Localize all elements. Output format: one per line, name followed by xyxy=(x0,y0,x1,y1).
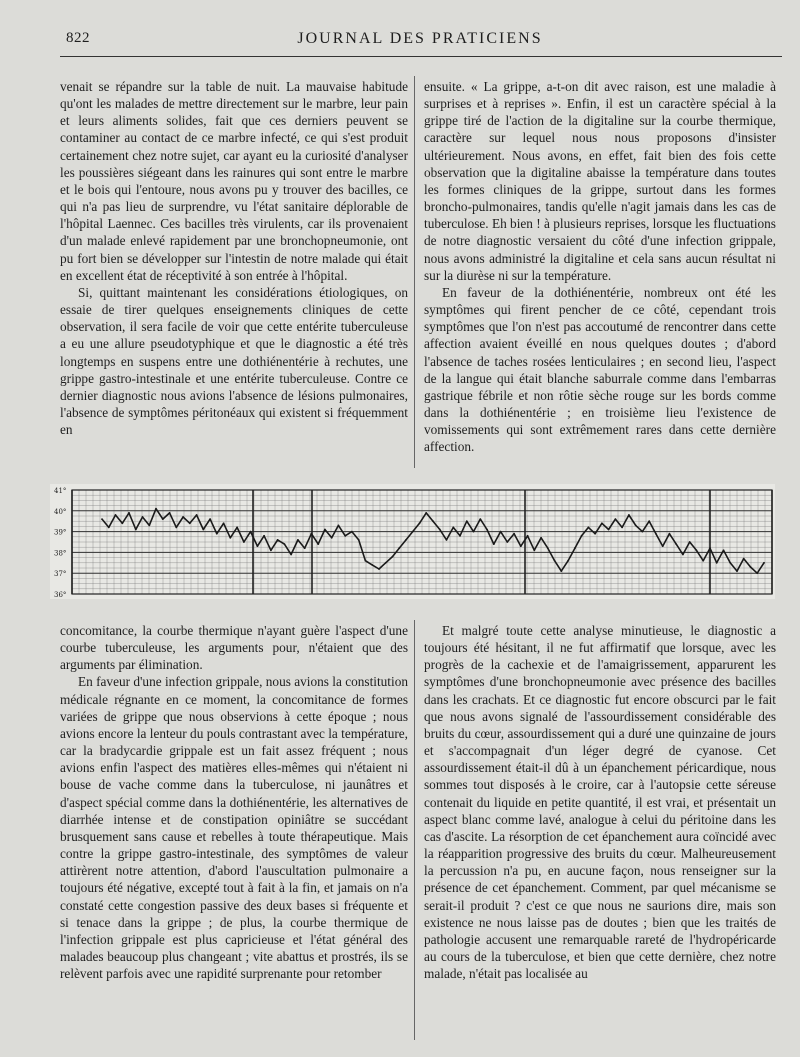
y-tick-label: 39° xyxy=(54,528,67,537)
temperature-point xyxy=(432,520,434,522)
temperature-point xyxy=(756,572,758,574)
running-title: JOURNAL DES PRATICIENS xyxy=(297,30,543,47)
temperature-point xyxy=(567,560,569,562)
temperature-point xyxy=(263,535,265,537)
temperature-point xyxy=(750,566,752,568)
temperature-chart xyxy=(50,484,775,599)
temperature-point xyxy=(365,560,367,562)
temperature-point xyxy=(500,531,502,533)
temperature-point xyxy=(115,514,117,516)
temperature-point xyxy=(466,520,468,522)
temperature-point xyxy=(723,549,725,551)
temperature-point xyxy=(452,527,454,529)
temperature-point xyxy=(506,541,508,543)
paragraph: En faveur de la dothiénentérie, nombreux ont été les symptômes qui firent pencher de ce côté, cependant trois symptômes que l'on n'est pas accoutumé de rencontrer dans cette affection avaient éveillé en nous quelques doutes ; d'abord l'absence de taches rosées lenticulaires ; en second lieu, l'aspect de la langue qui était blanche saburrale comme dans l'embarras gastrique fébrile et non rôtie sèche rouge sur les bords comme dans la dothiénentérie ; en troisième lieu l'existence de vomissements qui sont extrêmement rares dans cette dernière affection. xyxy=(424,284,776,455)
temperature-point xyxy=(642,531,644,533)
text-column-right-top xyxy=(424,78,776,455)
temperature-point xyxy=(628,514,630,516)
temperature-point xyxy=(493,543,495,545)
temperature-point xyxy=(351,531,353,533)
temperature-point xyxy=(331,537,333,539)
temperature-point xyxy=(709,547,711,549)
temperature-point xyxy=(662,545,664,547)
temperature-point xyxy=(716,562,718,564)
temperature-point xyxy=(608,529,610,531)
column-divider-bottom xyxy=(414,620,415,1040)
temperature-point xyxy=(202,529,204,531)
temperature-point xyxy=(317,543,319,545)
text-column-left-top xyxy=(60,78,408,438)
temperature-point xyxy=(277,539,279,541)
temperature-point xyxy=(338,525,340,527)
y-tick-label: 38° xyxy=(54,549,67,558)
text-column-left-bottom xyxy=(60,622,408,982)
temperature-point xyxy=(459,535,461,537)
page-header xyxy=(60,26,780,52)
temperature-point xyxy=(513,533,515,535)
temperature-point xyxy=(446,539,448,541)
temperature-point xyxy=(419,522,421,524)
temperature-point xyxy=(229,537,231,539)
temperature-point xyxy=(155,508,157,510)
temperature-point xyxy=(148,525,150,527)
temperature-point xyxy=(763,562,765,564)
paragraph: ensuite. « La grippe, a-t-on dit avec raison, est une maladie à surprises et à reprises ». Enfin, il est un caractère spécial à la grippe tiré de l'action de la digitaline sur la courbe thermique, caractère sur lequel nous nous proposons d'insister ultérieurement. Nous avons, en effet, fait bien des fois cette observation que la digitaline abaisse la température dans toutes les formes cliniques de la grippe, surtout dans les formes broncho-pulmonaires, tandis qu'elle n'agit jamais dans les cas de tuberculose. Eh bien ! à plusieurs reprises, lorsque les fluctuations de notre diagnostic versaient du côté d'une infection grippale, nous avons administré la digitaline et cela sans aucun résultat ni sur la diurèse ni sur la température. xyxy=(424,79,776,283)
page-number: 822 xyxy=(66,30,90,46)
temperature-point xyxy=(398,547,400,549)
temperature-point xyxy=(682,554,684,556)
temperature-point xyxy=(371,564,373,566)
temperature-point xyxy=(128,512,130,514)
temperature-point xyxy=(486,529,488,531)
temperature-point xyxy=(540,537,542,539)
temperature-point xyxy=(560,570,562,572)
temperature-point xyxy=(196,514,198,516)
temperature-point xyxy=(439,529,441,531)
temperature-point xyxy=(412,531,414,533)
temperature-point xyxy=(594,533,596,535)
y-tick-label: 40° xyxy=(54,507,67,516)
paragraph: concomitance, la courbe thermique n'ayant guère l'aspect d'une courbe tuberculeuse, les arguments pour, n'étaient que des arguments par élimination. xyxy=(60,623,408,673)
temperature-point xyxy=(392,556,394,558)
temperature-point xyxy=(520,545,522,547)
temperature-point xyxy=(358,539,360,541)
temperature-point xyxy=(270,549,272,551)
temperature-point xyxy=(169,512,171,514)
temperature-point xyxy=(175,527,177,529)
temperature-point xyxy=(621,527,623,529)
temperature-point xyxy=(297,539,299,541)
temperature-point xyxy=(601,522,603,524)
temperature-point xyxy=(378,568,380,570)
y-tick-label: 37° xyxy=(54,570,67,579)
temperature-point xyxy=(655,533,657,535)
temperature-point xyxy=(216,533,218,535)
y-tick-label: 41° xyxy=(54,487,67,495)
temperature-point xyxy=(243,541,245,543)
temperature-point xyxy=(689,541,691,543)
temperature-point xyxy=(344,535,346,537)
paragraph: Et malgré toute cette analyse minutieuse, le diagnostic a toujours été hésitant, il ne fut affirmatif que lorsque, avec les progrès de la cachexie et de l'amaigrissement, apparurent les symptômes d'une bronchopneumonie avec présence des bacilles dans les crachats. Et ce diagnostic fut encore obscurci par le fait que nous avons signalé de l'assourdissement considérable des bruits du cœur, assourdissement qui a duré une quinzaine de jours et s'accompagnait d'un léger degré de cyanose. Cet assourdissement était-il dû à un épanchement péricardique, nous sommes tout disposés à le croire, car à l'autopsie cette séreuse contenait du liquide en petite quantité, il est vrai, et présentait un aspect blanc comme lavé, analogue à celui du péritoine dans les cas d'ascite. La résorption de cet épanchement aura coïncidé avec la réapparition progressive des bruits du cœur. Malheureusement la percussion n'a pu, en aucune façon, nous renseigner sur la présence de cet épanchement. Comment, par quel mécanisme se serait-il produit ? c'est ce que nous ne saurions dire, mais son existence ne nous laisse pas de doutes ; bien que les traités de pathologie accusent une remarquable rareté de l'hydropéricarde au cours de la tuberculose, et bien que cette dernière, chez notre malade, n'était pas localisée au xyxy=(424,623,776,982)
temperature-point xyxy=(615,518,617,520)
temperature-point xyxy=(527,535,529,537)
temperature-point xyxy=(547,547,549,549)
temperature-point xyxy=(223,522,225,524)
temperature-point xyxy=(135,529,137,531)
temperature-point xyxy=(736,570,738,572)
temperature-point xyxy=(588,527,590,529)
paragraph: En faveur d'une infection grippale, nous avions la constitution médicale régnante en ce moment, la concomitance de formes variées de grippe que nous observions à cette époque ; nous avions encore la lenteur du pouls contrastant avec la température, car la bradycardie grippale est un fait assez fréquent ; nous avions enfin l'aspect des matières elles-mêmes qui n'étaient ni bouse de vache comme dans la tuberculose, ni jaunâtres et d'aspect spécial comme dans la dothiénentérie, les alternatives de diarrhée intense et de constipation opiniâtre se succédant brusquement sans cause et rebelles à toute thérapeutique. Mais contre la grippe gastro-intestinale, des symptômes de valeur attirèrent notre attention, d'abord l'auscultation pulmonaire a toujours été négative, excepté tout à fait à la fin, et jamais on n'a constaté cette congestion passive des deux bases si fréquente et si tenace dans la grippe ; de plus, la courbe thermique de l'infection grippale est plus capricieuse et l'état général des malades beaucoup plus changeant ; vite abattus et prostrés, ils se relèvent parfois avec une rapidité surprenante pour retomber xyxy=(60,674,408,982)
y-tick-label: 36° xyxy=(54,591,67,599)
temperature-point xyxy=(324,529,326,531)
temperature-point xyxy=(554,560,556,562)
temperature-chart-svg xyxy=(50,484,775,599)
temperature-point xyxy=(101,518,103,520)
temperature-point xyxy=(209,518,211,520)
temperature-point xyxy=(675,543,677,545)
header-rule xyxy=(60,56,782,57)
text-column-right-bottom xyxy=(424,622,776,982)
temperature-point xyxy=(743,558,745,560)
paragraph: Si, quittant maintenant les considérations étiologiques, on essaie de tirer quelques enseignements cliniques de cette observation, il sera facile de voir que cette entérite tuberculeuse a eu une allure pseudotyphique et que le diagnostic a été très longtemps en suspens entre une dothiénentérie à rechutes, une grippe gastro-intestinale et une entérite tuberculeuse. Contre ce dernier diagnostic nous avions l'absence de lésions pulmonaires, l'absence de symptômes péritonéaux qui existent si fréquemment en xyxy=(60,284,408,438)
temperature-point xyxy=(574,547,576,549)
temperature-point xyxy=(669,533,671,535)
temperature-point xyxy=(405,539,407,541)
temperature-point xyxy=(635,525,637,527)
temperature-point xyxy=(121,522,123,524)
temperature-point xyxy=(696,549,698,551)
temperature-point xyxy=(142,516,144,518)
temperature-point xyxy=(108,527,110,529)
temperature-point xyxy=(425,512,427,514)
temperature-point xyxy=(729,562,731,564)
temperature-point xyxy=(581,535,583,537)
temperature-point xyxy=(182,516,184,518)
temperature-point xyxy=(702,560,704,562)
column-divider-top xyxy=(414,76,415,468)
temperature-point xyxy=(257,545,259,547)
temperature-point xyxy=(162,518,164,520)
temperature-point xyxy=(385,562,387,564)
temperature-point xyxy=(473,531,475,533)
temperature-point xyxy=(290,554,292,556)
paragraph: venait se répandre sur la table de nuit. La mauvaise habitude qu'ont les malades de mettre directement sur le marbre, leur pain et leurs aliments solides, fait que ces derniers peuvent se contaminer au contact de ce marbre infecté, ce qui s'est produit certainement chez notre sujet, car ayant eu la curiosité d'analyser les poussières siégeant dans les rainures qui sont entre le marbre et le bois qui l'entoure, nous avons pu y trouver des bacilles, ce qui n'a pas lieu de surprendre, vu l'état sanitaire déplorable de l'hôpital Laennec. Ces bacilles très virulents, car ils provenaient d'un malade enlevé rapidement par une bronchopneumonie, ont pu fort bien se développer sur l'intestin de notre malade qui était en excellent état de réceptivité à son entrée à l'hôpital. xyxy=(60,79,408,283)
temperature-point xyxy=(189,522,191,524)
temperature-point xyxy=(236,527,238,529)
temperature-point xyxy=(479,518,481,520)
temperature-point xyxy=(304,547,306,549)
temperature-point xyxy=(648,520,650,522)
chart-background xyxy=(50,484,775,599)
temperature-point xyxy=(284,543,286,545)
temperature-point xyxy=(311,533,313,535)
temperature-point xyxy=(250,531,252,533)
temperature-point xyxy=(533,549,535,551)
